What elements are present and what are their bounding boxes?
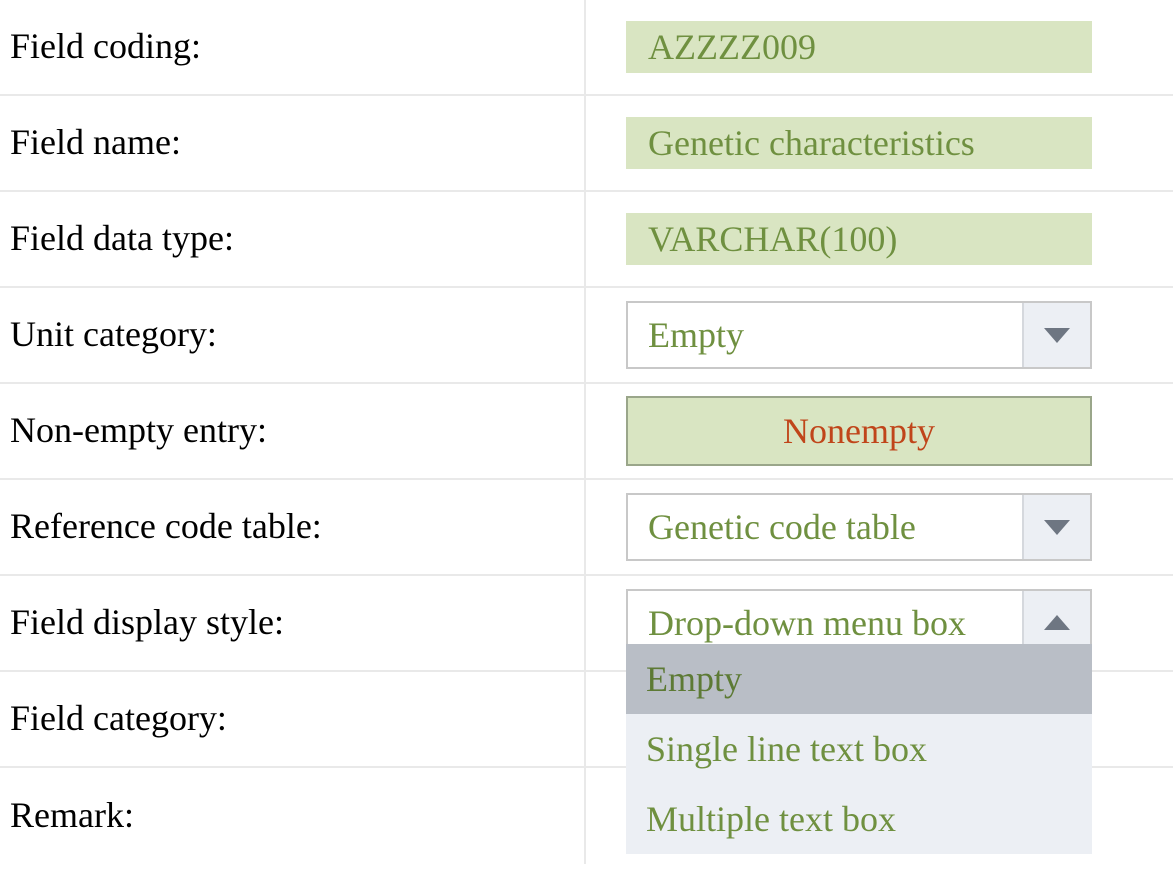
dropdown-option-multiple-text-box[interactable]: Multiple text box [626, 784, 1092, 854]
form-row-non-empty-entry [0, 384, 1173, 480]
form-row-reference-code-table [0, 480, 1173, 576]
value-field-data-type [586, 192, 1173, 286]
form-row-field-coding [0, 0, 1173, 96]
label-non-empty-entry: Non-empty entry: [0, 384, 586, 478]
nonempty-toggle-button[interactable]: Nonempty [626, 396, 1092, 466]
value-reference-code-table [586, 480, 1173, 574]
dropdown-option-empty[interactable]: Empty [626, 644, 1092, 714]
value-field-name [586, 96, 1173, 190]
label-remark: Remark: [0, 768, 586, 864]
label-field-category: Field category: [0, 672, 586, 766]
value-non-empty-entry [586, 384, 1173, 478]
form-row-unit-category [0, 288, 1173, 384]
reference-code-table-select[interactable] [626, 493, 1092, 561]
value-field-display-style [586, 576, 1173, 839]
chevron-down-icon[interactable] [1022, 303, 1090, 367]
form-row-field-name [0, 96, 1173, 192]
dropdown-option-single-line-text-box[interactable]: Single line text box [626, 714, 1092, 784]
field-display-style-selected-value: Drop-down menu box [648, 603, 966, 643]
value-field-coding [586, 0, 1173, 94]
form-row-field-data-type [0, 192, 1173, 288]
field-display-style-dropdown-list[interactable] [626, 644, 1092, 854]
label-field-coding: Field coding: [0, 0, 586, 94]
unit-category-select[interactable] [626, 301, 1092, 369]
field-data-type-value: VARCHAR(100) [626, 213, 1092, 265]
label-field-data-type: Field data type: [0, 192, 586, 286]
label-field-name: Field name: [0, 96, 586, 190]
field-name-value: Genetic characteristics [626, 117, 1092, 169]
reference-code-table-selected-value: Genetic code table [648, 507, 916, 547]
label-reference-code-table: Reference code table: [0, 480, 586, 574]
field-coding-value: AZZZZ009 [626, 21, 1092, 73]
value-unit-category [586, 288, 1173, 382]
label-field-display-style: Field display style: [0, 576, 586, 670]
chevron-down-icon[interactable] [1022, 495, 1090, 559]
unit-category-selected-value: Empty [648, 315, 744, 355]
label-unit-category: Unit category: [0, 288, 586, 382]
